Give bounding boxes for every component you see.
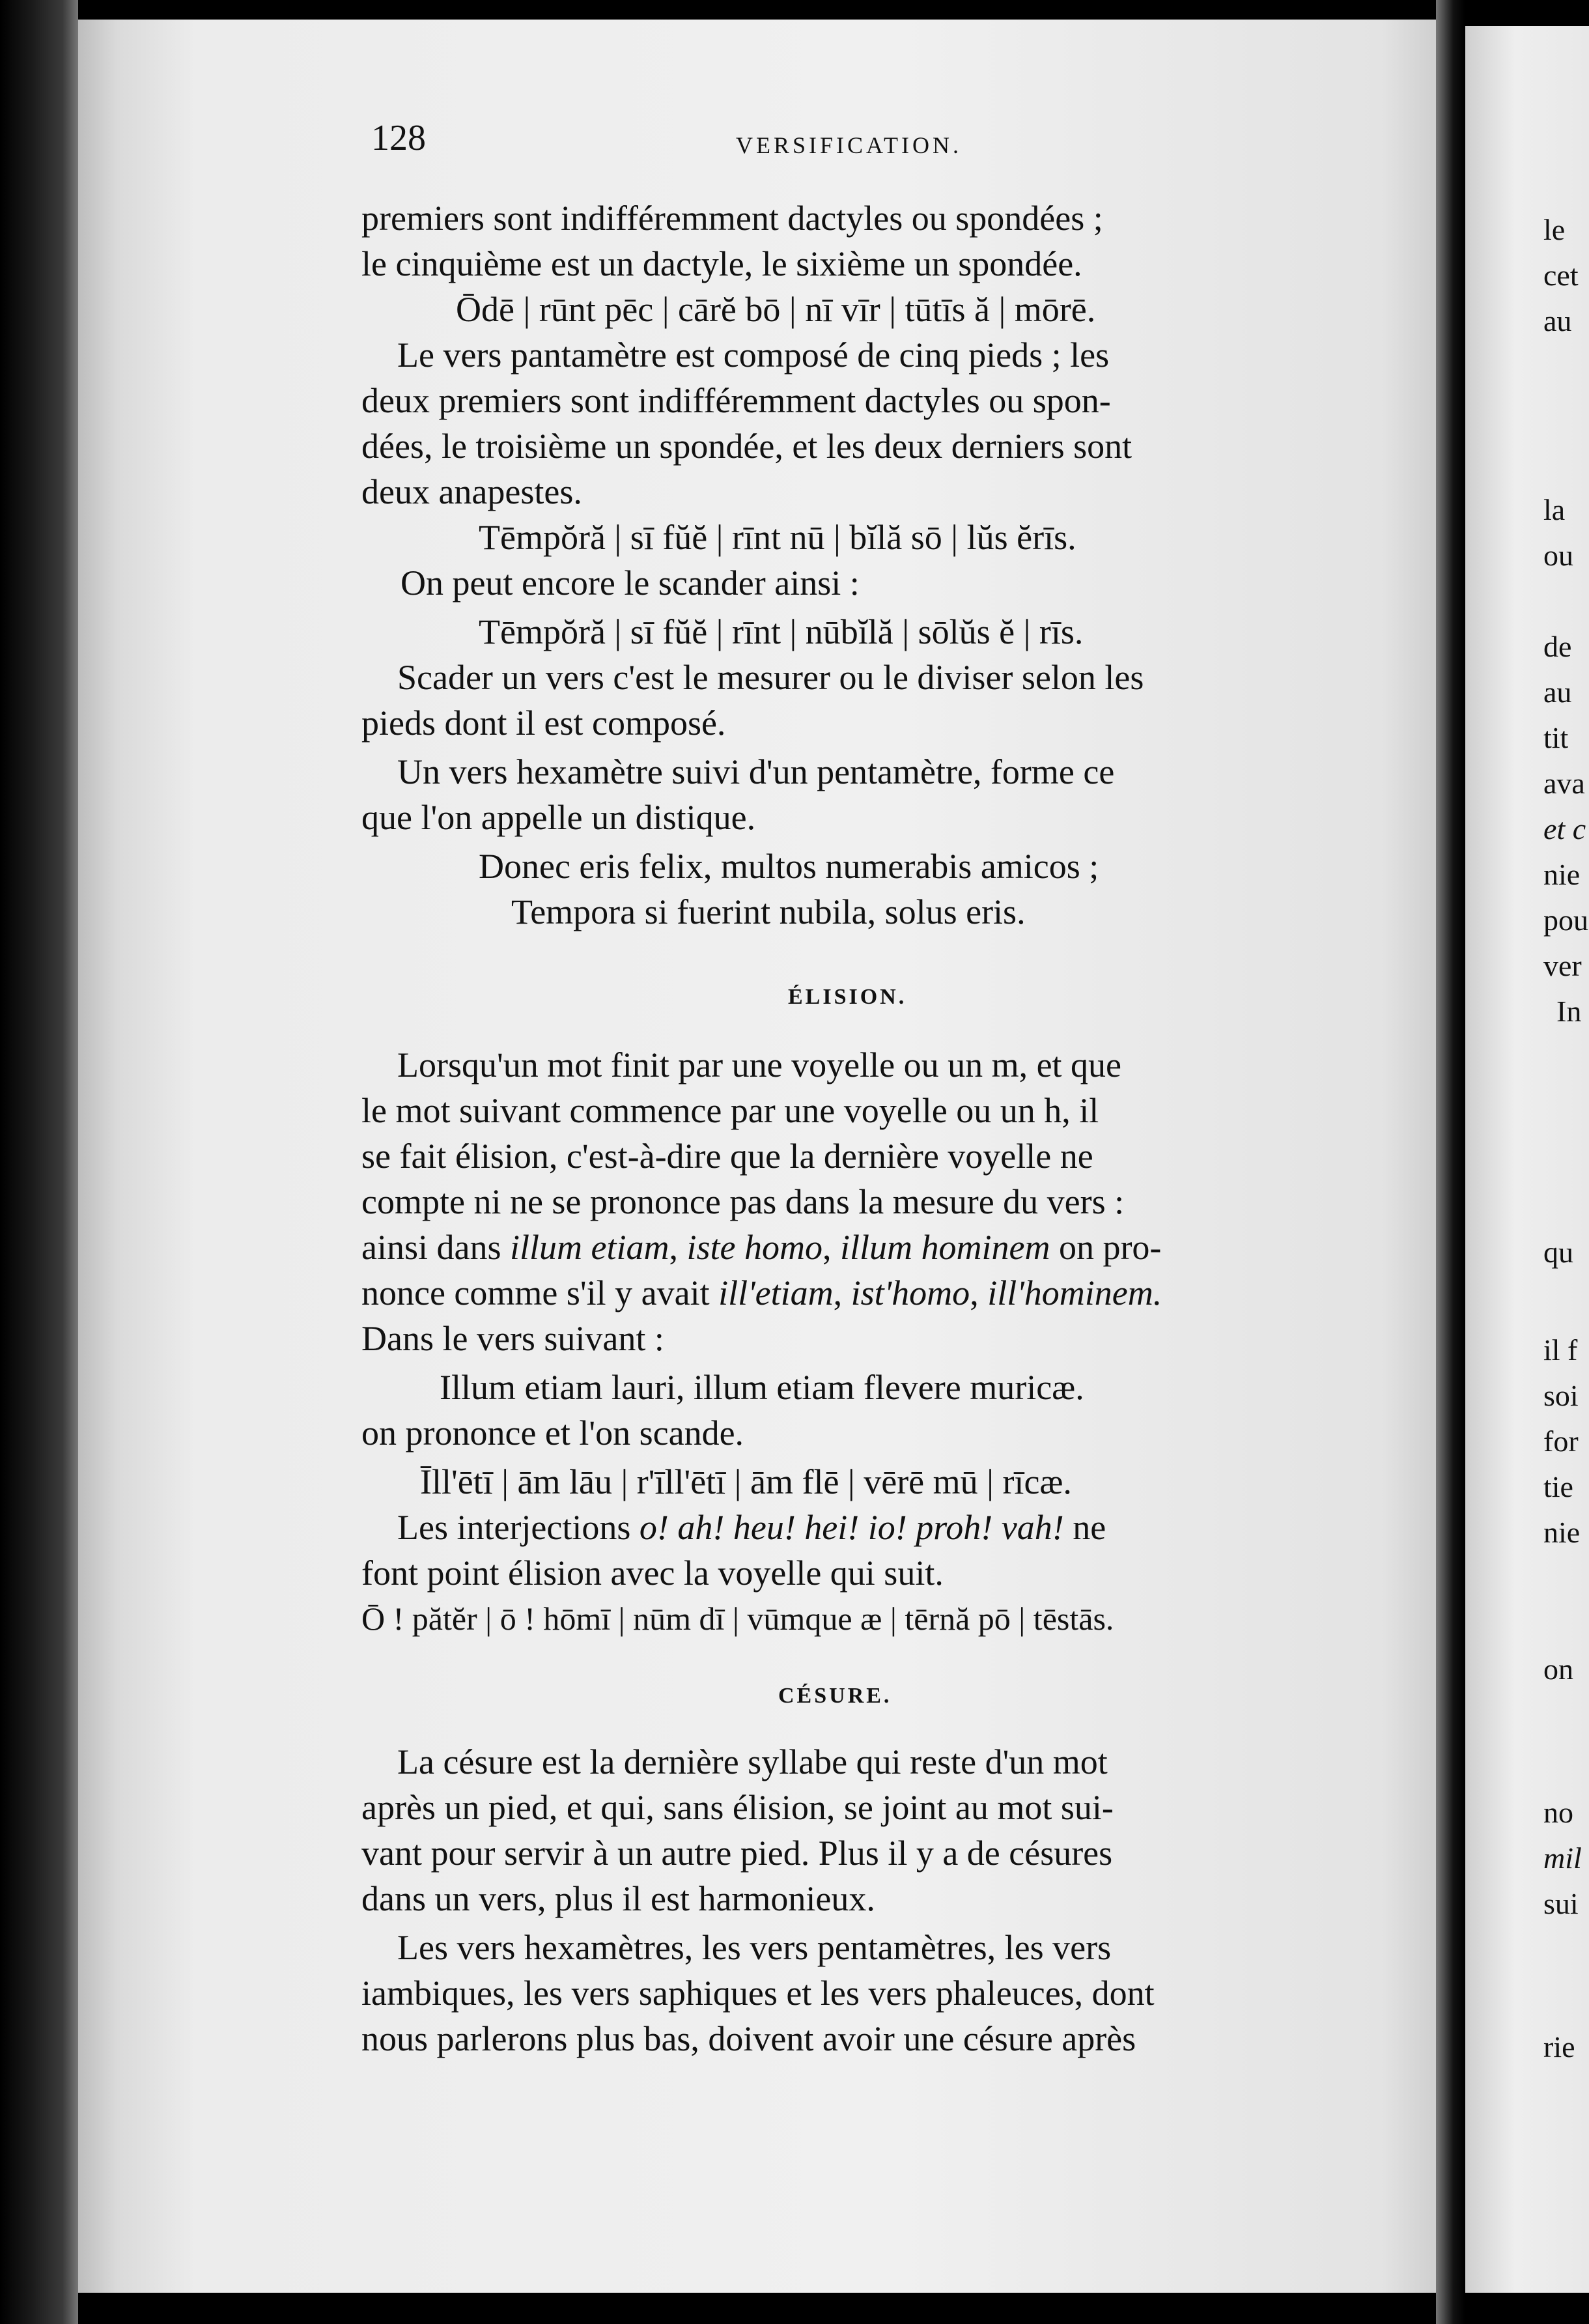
next-page-fragment: il f xyxy=(1543,1333,1578,1367)
next-page-fragment: rie xyxy=(1543,2030,1575,2063)
next-page-fragment: In xyxy=(1556,995,1582,1028)
next-page-fragment: tie xyxy=(1543,1470,1573,1503)
text-line: Dans le vers suivant : xyxy=(361,1319,664,1358)
text-line xyxy=(361,1270,1162,1316)
text-line: le mot suivant commence par une voyelle ou un h, il xyxy=(361,1091,1099,1130)
text-line: premiers sont indifféremment dactyles ou spondées ; xyxy=(361,199,1103,238)
italic-term: ill'hominem. xyxy=(987,1273,1162,1312)
text-line: font point élision avec la voyelle qui suit. xyxy=(361,1553,944,1593)
text-run: , xyxy=(822,1228,840,1267)
next-page-fragment: le xyxy=(1543,213,1566,246)
verse-line: Tempora si fuerint nubila, solus eris. xyxy=(511,892,1026,931)
next-page-fragment: sui xyxy=(1543,1887,1579,1920)
next-page-fragment: pou xyxy=(1543,903,1588,937)
next-page-fragment: et c xyxy=(1543,812,1586,845)
italic-term: illum etiam xyxy=(509,1228,669,1267)
verse-scansion: Tēmpŏră | sī fŭĕ | rīnt | nūbĭlă | sōlŭs ĕ | rīs. xyxy=(479,612,1084,651)
running-title: VERSIFICATION. xyxy=(736,132,963,158)
text-line: On peut encore le scander ainsi : xyxy=(401,563,860,602)
next-page-fragment: no xyxy=(1543,1796,1573,1829)
italic-term: illum hominem xyxy=(839,1228,1050,1267)
text-line: Les vers hexamètres, les vers pentamètres, les vers xyxy=(397,1928,1112,1967)
next-page-fragment: qu xyxy=(1543,1236,1573,1269)
text-line: que l'on appelle un distique. xyxy=(361,798,756,837)
text-line: après un pied, et qui, sans élision, se joint au mot sui- xyxy=(361,1788,1114,1827)
next-page-fragment: for xyxy=(1543,1424,1579,1458)
text-line: nous parlerons plus bas, doivent avoir une césure après xyxy=(361,2019,1136,2058)
next-page-fragment: tit xyxy=(1543,721,1569,754)
verse-line: Donec eris felix, multos numerabis amicos ; xyxy=(479,847,1099,886)
text-line: deux anapestes. xyxy=(361,472,582,511)
text-run: nonce comme s'il y avait xyxy=(361,1273,719,1312)
text-line: Le vers pantamètre est composé de cinq pieds ; les xyxy=(397,335,1110,375)
next-page-fragment: la xyxy=(1543,493,1566,526)
text-line: iambiques, les vers saphiques et les vers phaleuces, dont xyxy=(361,1974,1155,2013)
page-number: 128 xyxy=(371,118,426,158)
verse-line: Illum etiam lauri, illum etiam flevere muricæ. xyxy=(440,1368,1084,1407)
next-page-fragment: nie xyxy=(1543,858,1581,891)
next-page-fragment: mil xyxy=(1543,1841,1582,1875)
text-line: le cinquième est un dactyle, le sixième un spondée. xyxy=(361,244,1082,283)
next-page-fragment: ou xyxy=(1543,539,1573,572)
text-line: Scader un vers c'est le mesurer ou le diviser selon les xyxy=(397,658,1144,697)
next-page-fragment: au xyxy=(1543,675,1572,709)
verse-scansion: Ōdē | rūnt pēc | cārĕ bō | nī vīr | tūtīs ă | mōrē. xyxy=(456,290,1096,329)
text-line: se fait élision, c'est-à-dire que la dernière voyelle ne xyxy=(361,1137,1093,1176)
text-run: Les interjections xyxy=(397,1508,640,1547)
italic-term: ill'etiam xyxy=(718,1273,834,1312)
verse-scansion: Tēmpŏră | sī fŭĕ | rīnt nū | bĭlă sō | lŭs ĕrīs. xyxy=(479,518,1076,557)
text-line: dans un vers, plus il est harmonieux. xyxy=(361,1879,875,1918)
text-run: , xyxy=(833,1273,851,1312)
text-line: vant pour servir à un autre pied. Plus il y a de césures xyxy=(361,1834,1113,1873)
next-page-fragment: au xyxy=(1543,304,1572,337)
next-page-fragment: nie xyxy=(1543,1516,1581,1549)
text-line xyxy=(361,1225,1161,1270)
next-page-fragment: de xyxy=(1543,630,1572,663)
next-page-fragment: soi xyxy=(1543,1379,1579,1412)
page-header xyxy=(371,117,1413,176)
verse-scansion: Ō ! pătĕr | ō ! hōmī | nūm dī | vūmque æ | tērnă pō | tēstās. xyxy=(361,1600,1114,1637)
next-page-edge xyxy=(1465,26,1589,2293)
text-line: pieds dont il est composé. xyxy=(361,703,726,743)
text-run: , xyxy=(970,1273,988,1312)
text-run: ainsi dans xyxy=(361,1228,510,1267)
text-line: La césure est la dernière syllabe qui reste d'un mot xyxy=(397,1742,1108,1781)
text-line: dées, le troisième un spondée, et les deux derniers sont xyxy=(361,427,1132,466)
text-line: deux premiers sont indifféremment dactyles ou spon- xyxy=(361,381,1111,420)
italic-term: ist'homo xyxy=(851,1273,970,1312)
italic-term: o! ah! heu! hei! io! proh! vah! xyxy=(639,1508,1064,1547)
section-heading-elision: ÉLISION. xyxy=(788,985,907,1009)
page-gutter xyxy=(1436,0,1465,2324)
text-run: , xyxy=(669,1228,687,1267)
text-line xyxy=(397,1505,1106,1550)
text-line: Un vers hexamètre suivi d'un pentamètre, forme ce xyxy=(397,752,1115,791)
verse-scansion: Īll'ētī | ām lāu | r'īll'ētī | ām flē | vērē mū | rīcæ. xyxy=(420,1462,1072,1501)
text-run: ne xyxy=(1063,1508,1106,1547)
text-line: on prononce et l'on scande. xyxy=(361,1413,744,1452)
section-heading-cesure: CÉSURE. xyxy=(778,1684,892,1708)
text-line: compte ni ne se prononce pas dans la mesure du vers : xyxy=(361,1182,1125,1221)
next-page-fragment: ver xyxy=(1543,949,1582,982)
next-page-fragment: on xyxy=(1543,1652,1573,1686)
text-line: Lorsqu'un mot finit par une voyelle ou un m, et que xyxy=(397,1045,1122,1084)
italic-term: iste homo xyxy=(686,1228,823,1267)
next-page-fragment: cet xyxy=(1543,259,1579,292)
next-page-fragment: ava xyxy=(1543,767,1585,800)
book-spine xyxy=(0,0,78,2324)
text-run: on pro- xyxy=(1050,1228,1162,1267)
